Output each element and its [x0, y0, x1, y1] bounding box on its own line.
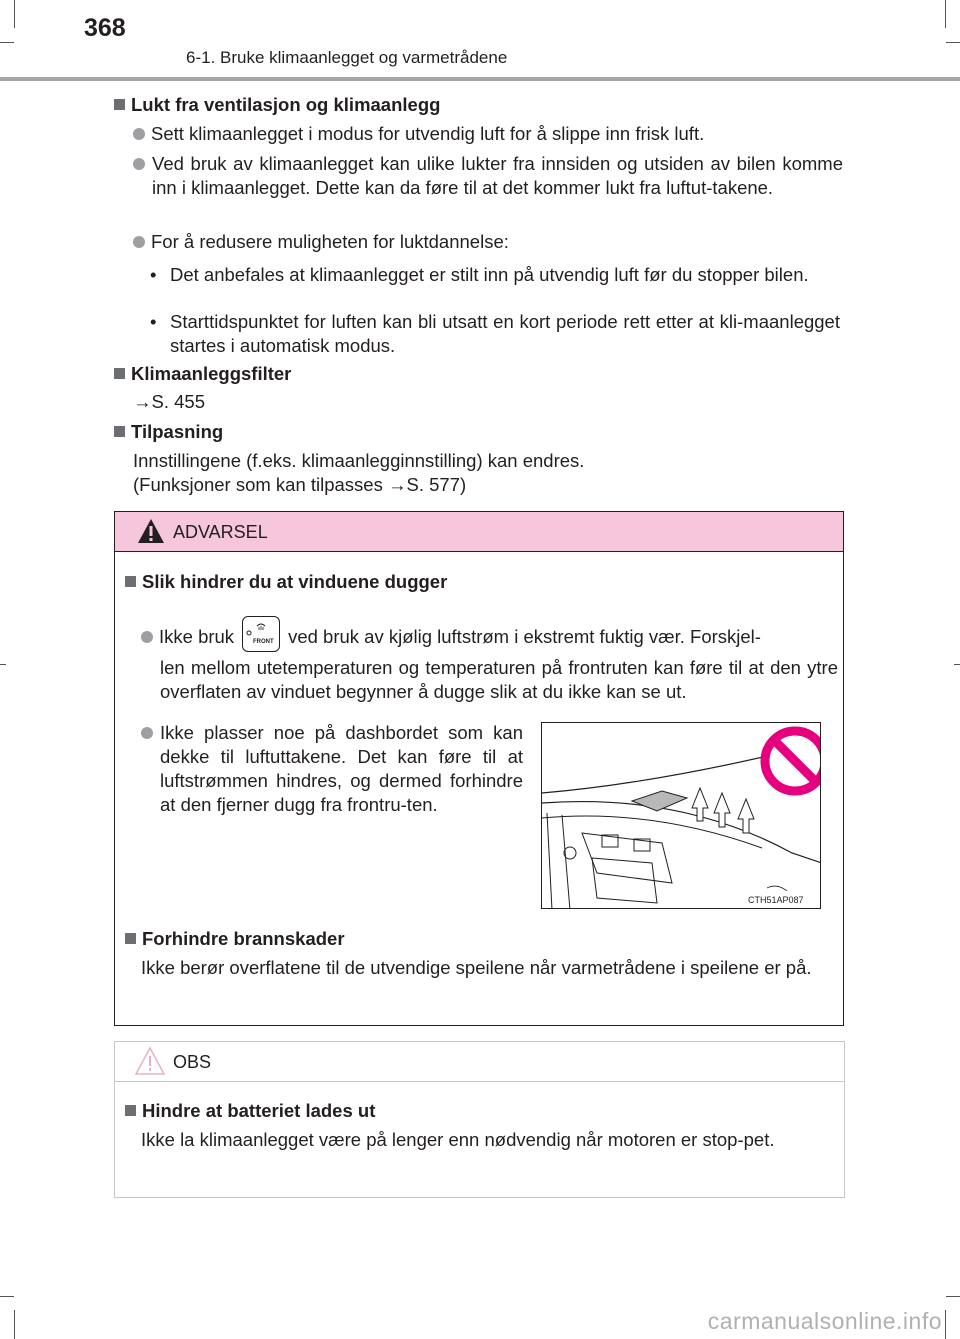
watermark: carmanualsonline.info: [707, 1308, 942, 1334]
header-divider: [0, 77, 960, 81]
crop-mark: [946, 1296, 960, 1297]
warning-triangle-icon: [137, 518, 165, 544]
sub-bullet-text: Starttidspunktet for luften kan bli utsatt en kort periode rett etter at kli-maanlegget startes i automatisk modus.: [170, 311, 840, 356]
square-bullet-icon: [114, 426, 125, 437]
bullet-text: Ved bruk av klimaanlegget kan ulike lukter fra innsiden og utsiden av bilen komme inn i klimaanlegget. Dette kan da føre til at det kommer lukt fra luftut-takene.: [152, 153, 843, 198]
warning-header: [115, 512, 843, 552]
crop-mark: [0, 42, 14, 43]
square-bullet-icon: [125, 576, 136, 587]
section-title: Lukt fra ventilasjon og klimaanlegg: [131, 94, 441, 115]
warning-list-item: [141, 721, 523, 817]
page-reference: →S. 455: [133, 391, 205, 412]
square-bullet-icon: [125, 933, 136, 944]
square-bullet-icon: [125, 1105, 136, 1116]
sub-list-item: [150, 263, 840, 287]
crop-mark: [946, 42, 960, 43]
crop-mark: [954, 664, 960, 665]
crop-mark: [0, 664, 6, 665]
sub-list-item: [150, 310, 840, 358]
bullet-text: For å redusere muligheten for luktdannelse:: [151, 231, 509, 252]
dashboard-drawing: [542, 723, 821, 909]
bullet-text-continued: len mellom utetemperaturen og temperaturen på frontruten kan føre til at den ytre overflaten av vinduet begynner å dugge slik at du ikke kan se ut.: [160, 657, 838, 702]
caution-triangle-icon: [135, 1046, 165, 1076]
section-title: Klimaanleggsfilter: [131, 363, 292, 384]
bullet-text: Ikke plasser noe på dashbordet som kan dekke til luftuttakene. Det kan føre til at luftstrømmen hindres, og dermed forhindre at den fjerner dugg fra frontru-ten.: [160, 722, 523, 815]
dashboard-illustration: [541, 722, 821, 909]
section-heading-lukt: [114, 94, 440, 116]
square-bullet-icon: [114, 368, 125, 379]
svg-text:FRONT: FRONT: [253, 639, 274, 645]
defog-symbol-icon: [243, 617, 279, 651]
section-title: Tilpasning: [131, 421, 224, 442]
section-heading-filter: [114, 363, 291, 385]
section-title: Slik hindrer du at vinduene dugger: [142, 571, 448, 592]
list-item: [133, 152, 843, 200]
bullet-text: Sett klimaanlegget i modus for utvendig luft for å slippe inn frisk luft.: [151, 123, 705, 144]
body-text: Ikke berør overflatene til de utvendige speilene når varmetrådene i speilene er på.: [141, 957, 812, 978]
circle-bullet-icon: [141, 631, 153, 643]
dot-bullet: •: [150, 264, 157, 285]
section-title: Hindre at batteriet lades ut: [142, 1100, 376, 1121]
chapter-title: 6-1. Bruke klimaanlegget og varmetrådene: [186, 48, 508, 67]
notice-box: [114, 1041, 845, 1198]
warning-label: ADVARSEL: [173, 522, 268, 542]
notice-section-heading: [125, 1100, 375, 1122]
sub-bullet-text: Det anbefales at klimaanlegget er stilt inn på utvendig luft før du stopper bilen.: [170, 264, 809, 285]
body-text: Innstillingene (f.eks. klimaanlegginnstilling) kan endres.: [133, 450, 585, 471]
notice-label: OBS: [173, 1052, 212, 1072]
warning-section-heading: [125, 571, 447, 593]
list-item: [133, 230, 843, 254]
front-defogger-button-icon: [242, 616, 280, 652]
body-text: Ikke la klimaanlegget være på lenger enn nødvendig når motoren er stop-pet.: [141, 1129, 775, 1150]
circle-bullet-icon: [133, 128, 145, 140]
crop-mark: [14, 0, 15, 28]
circle-bullet-icon: [141, 727, 153, 739]
body-text: (Funksjoner som kan tilpasses →S. 577): [133, 474, 467, 495]
circle-bullet-icon: [133, 236, 145, 248]
circle-bullet-icon: [133, 158, 145, 170]
crop-mark: [945, 0, 946, 28]
square-bullet-icon: [114, 99, 125, 110]
page-number: 368: [84, 14, 126, 42]
bullet-text: Ikke bruk: [159, 625, 235, 647]
image-code: CTH51AP087: [748, 895, 804, 905]
section-title: Forhindre brannskader: [142, 928, 345, 949]
crop-mark: [0, 1296, 14, 1297]
list-item: [133, 122, 843, 146]
crop-mark: [945, 1310, 946, 1339]
warning-section-heading: [125, 928, 345, 950]
dot-bullet: •: [150, 311, 157, 332]
warning-list-item: [141, 620, 841, 656]
notice-header: [115, 1042, 844, 1082]
section-heading-tilpasning: [114, 421, 223, 443]
crop-mark: [14, 1310, 15, 1339]
bullet-text: ved bruk av kjølig luftstrøm i ekstremt fuktig vær. Forskjel-: [288, 625, 761, 647]
